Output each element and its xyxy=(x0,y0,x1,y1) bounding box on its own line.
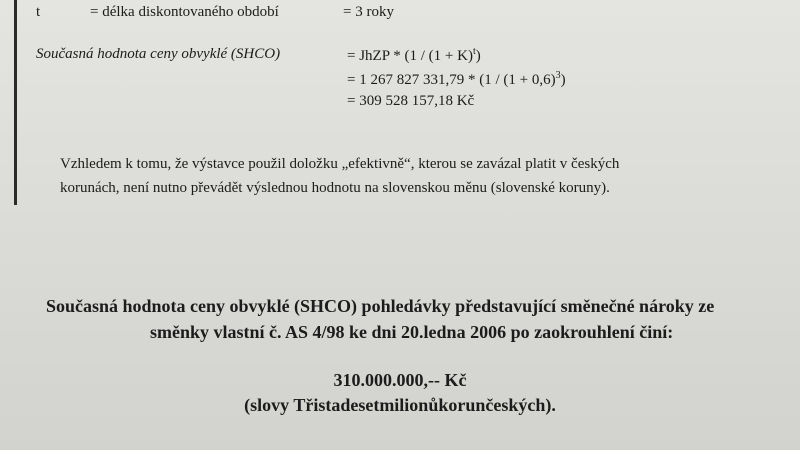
formula-line-3: = 309 528 157,18 Kč xyxy=(347,93,475,109)
conclusion-line-1: Současná hodnota ceny obvyklé (SHCO) pohledávky představující směnečné nároky ze xyxy=(46,296,715,316)
paragraph-line-2: korunách, není nutno převádět výslednou hodnotu na slovenskou měnu (slovenské koruny). xyxy=(60,180,610,196)
conclusion-amount-in-words: (slovy Třistadesetmilionůkorunčeských). xyxy=(244,395,556,415)
conclusion-line-2: směnky vlastní č. AS 4/98 ke dni 20.ledna 2006 po zaokrouhlení činí: xyxy=(150,322,674,342)
conclusion-amount: 310.000.000,-- Kč xyxy=(333,370,467,390)
left-margin-line xyxy=(14,0,17,205)
formula-line-2: = 1 267 827 $331,79 * (1 / (1 + 0,6)^3)$ xyxy=(347,70,566,88)
definition-value: = 3 roky xyxy=(343,4,394,20)
definition-description: = délka diskontovaného období xyxy=(90,4,279,20)
formula-line-1: = JhZP * $(1 / (1 + K)^t)$ xyxy=(347,46,481,64)
formula-label: Současná hodnota ceny obvyklé (SHCO) xyxy=(36,46,281,62)
paragraph-line-1: Vzhledem k tomu, že výstavce použil doložku „efektivně“, kterou se zavázal platit v českých xyxy=(60,156,620,172)
definition-symbol: t xyxy=(36,4,41,20)
